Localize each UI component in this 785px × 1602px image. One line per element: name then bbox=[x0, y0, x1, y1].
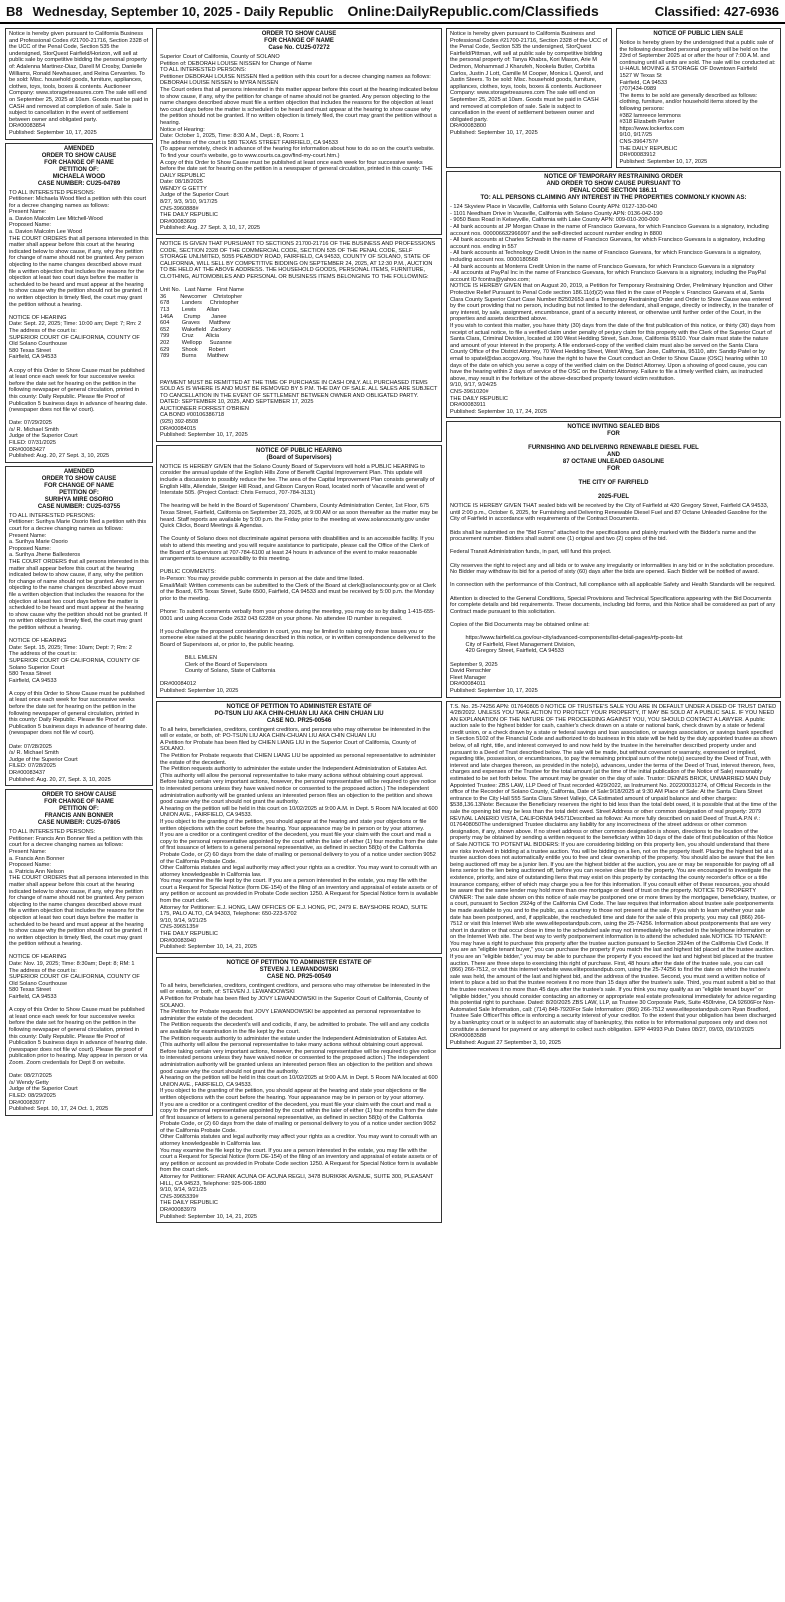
legal-notice bbox=[156, 28, 442, 235]
notice-title: NOTICE OF PUBLIC LIEN SALE bbox=[653, 31, 744, 37]
legal-notice bbox=[5, 789, 153, 1116]
column-1 bbox=[5, 28, 153, 1598]
top-notices-row bbox=[446, 28, 781, 171]
notice-title: ORDER TO SHOW CAUSE FOR CHANGE OF NAME PETITION OF: FRANCIS ANN BONNER CASE NUMBER: CU25-07805 bbox=[37, 792, 121, 827]
notice-body: T.S. No. 25-74256 APN: 017640805 0 NOTICE OF TRUSTEE'S SALE YOU ARE IN DEFAULT UNDER A DEED OF TRUST DATED 4/28/2022. UNLESS YOU TAKE ACTION TO PROTECT YOUR PROPERTY, IT MAY BE SOLD AT A PUBLIC SALE. IF YOU NEED AN EXPLANATION OF THE NATURE OF THE PROCEEDING AGAINST YOU, YOU SHOULD CONTACT A LAWYER. A public auction sale to the highest bidder for cash, cashier's check drawn on a state or national bank, check drawn by a state or federal credit union, or a check drawn by a state or federal savings and loan association, or savings association, or savings bank specified in Section 5102 of the Financial Code and authorized to do business in this state will be held by the duly appointed trustee as shown below, of all right, title, and interest conveyed to and now held by the trustee in the hereinafter described property under and pursuant to a Deed of Trust described below. The sale will be made, but without covenant or warranty, expressed or implied, regarding title, possession, or encumbrances, to pay the remaining principal sum of the note(s) secured by the Deed of Trust, with interest and late charges thereon, as provided in the note(s), advances, under the terms of the Deed of Trust, interest thereon, fees, charges and expenses of the Trustee for the total amount (at the time of the initial publication of the Notice of Sale) reasonably estimated to be set forth below. The amount may be greater on the day of sale. Trustor: DENNIS BRICK, UNMARRIED MAN Duly Appointed Trustee: ZBS LAW, LLP Deed of Trust recorded 4/29/2022, as Instrument No. 202200031274, of Official Records in the office of the Recorder of Solano County, California, Date of Sale:9/18/2025 at 9:30 AM Place of Sale: At the Santa Clara Street entrance to the City Hall 555 Santa Clara Street Vallejo, CA Estimated amount of unpaid balance and other charges: $538,136.13Note: Because the Beneficiary reserves the right to bid less than the total debt owed, it is possible that at the time of the sale the opening bid may be less than the total debt owed. Street Address or other common designation of real property: 2079 REVIVAL LANERIO VISTA, CALIFORNIA 94571Described as follows: As more fully described on said Deed of Trust.A.P.N #.: 0176408050The undersigned Trustee disclaims any liability for any incorrectness of the street address or other common designation, if any, shown above. If no street address or other common designation is shown, directions to the location of the property may be obtained by sending a written request to the beneficiary within 10 days of the date of first publication of this Notice of Sale.NOTICE TO POTENTIAL BIDDERS: If you are considering bidding on this property lien, you should understand that there are risks involved in bidding at a trustee auction. You will be bidding on a lien, not on the property itself. Placing the highest bid at a trustee auction does not automatically entitle you to free and clear ownership of the property. You should also be aware that the lien being auctioned off may be a junior lien. If you are the highest bidder at the auction, you are or may be responsible for paying off all liens senior to the lien being auctioned off, before you can receive clear title to the property. You are encouraged to investigate the existence, priority, and size of outstanding liens that may exist on this property by contacting the county recorder's office or a title insurance company, either of which may charge you a fee for this information. If you consult either of these resources, you should be aware that the same lender may hold more than one mortgage or deed of trust on the property. NOTICE TO PROPERTY OWNER: The sale date shown on this notice of sale may be postponed one or more times by the mortgagee, beneficiary, trustee, or a court, pursuant to Section 2924g of the California Civil Code. The law requires that information about trustee sale postponements be made available to you and to the public, as a courtesy to those not present at the sale. If you wish to learn whether your sale date has been postponed, and, if applicable, the rescheduled time and date for the sale of this property, you may call (866) 266-7512 or visit this Internet Web site www.elitepostandpub.com, using the 25-74256. Information about postponements that are very short in duration or that occur close in time to the scheduled sale may not immediately be reflected in the telephone information or on the Internet Web site. The best way to verify postponement information is to attend the scheduled sale.NOTICE TO TENANT: You may have a right to purchase this property after the trustee auction pursuant to Section 2924m of the California Civil Code. If you are an "eligible tenant buyer," you can purchase the property if you match the last and highest bid placed at the trustee auction. If you are an "eligible bidder," you may be able to purchase the property if you exceed the last and highest bid placed at the trustee auction. There are three steps to exercising this right of purchase. First, 48 hours after the date of the trustee sale, you can call (866) 266-7512, or visit this internet website www.elitepostandpub.com, using the 25-74256 to find the date on which the trustee's sale was held, the amount of the last and highest bid, and the address of the trustee. Second, you must send a written notice of intent to place a bid so that the trustee receives it no more than 15 days after the trustee's sale. Third, you must submit a bid so that the trustee receives it no more than 45 days after the trustee's sale. If you think you may qualify as an "eligible tenant buyer" or "eligible bidder," you should consider contacting an attorney or appropriate real estate professional immediately for advice regarding this potential right to purchase. Dated: 8/20/2025 ZBS LAW, LLP, as Trustee 30 Corporate Park, Suite 450Irvine, CA 92606For Non-Automated Sale Information, call: (714) 848-7920For Sale Information: (866) 266-7512 www.elitepostandpub.com Ryan Bradford, Trustee Sale OfficerThis office is enforcing a security interest of your creditor. To the extent that your obligation has been discharged by a bankruptcy court or is subject to an automatic stay of bankruptcy, this notice is for informational purposes only and does not constitute a demand for payment or any attempt to collect such obligation. EPP 44993 Pub Dates 08/27, 09/03, 09/10/2025 DR#00083588 Published: August 27 September 3, 10, 2025 bbox=[450, 703, 777, 1046]
legal-notice bbox=[156, 238, 442, 442]
notice-body: - 124 Skyview Place in Vacaville, California with Solano County APN: 0127-130-040 - 1101 Needham Drive in Vacaville, California with Solano County APN: 0136-042-190 - 9050 Bass Road in Kelseyville, California with Lake County APN: 009-010-200-000 - All bank accounts at JP Morgan Chase in the name of Francisco Guevara, for which Francisco Guevara is a signatory, including account nos. 000006632966997 and the self-directed account number ending in 8800 - All bank accounts at Charles Schwab in the name of Francisco Guevara, for which Francisco Guevara is a signatory, including account nos. ending in 557 - All bank accounts at Technology Credit Union in the name of Francisco Guevara, for which Francisco Guevara is a signatory, including account nos. 0000180568 - All bank accounts at Monterra Credit Union in the name of Francisco Guevara, for which Francisco Guevara is a signatory - All accounts at PayPal Inc in the name of Francisco Guevara, for which Francisco Guevara is a signatory, including the PayPal account ID fcontra@yahoo.com; NOTICE IS HEREBY GIVEN that on August 20, 2019, a Petition for Temporary Restraining Order, Preliminary Injunction and Other Protective Relief Pursuant to Penal Code section 186.11(d)(2) was filed in the case of People v. Francisco Guevara et al, Santa Clara County Superior Court Case Number B2502653 and a Temporary Restraining Order and Order to Show Cause was entered by the court providing that no person, including but not limited to the defendant, shall engage, directly or indirectly, in the transfer of any interest, by sale, assignment, encumbrance, grant of a security interest, or otherwise until further order of the Court, in the properties and assets described above. If you wish to contest this matter, you have thirty (30) days from the date of the first publication of this notice, or thirty (30) days from receipt of actual notice, to file a verified claim under penalty of perjury claim for this property with the Clerk of the Superior Court of Santa Clara, Criminal Division, located at 190 West Hedding Street, San Jose, California 95110. Your claim must state the nature and amount of your interest in the property. A file endorsed-copy of the verified claim must also be served on the Santa Clara County Office of the District Attorney, 70 West Hedding Street, West Wing, San Jose, California, 95110, attn: Sandip Patel or by email to spatel@dao.sccgov.org. You have the right to have the Court conduct an Order to Show Cause (OSC) hearing within 10 days of the date on which you serve a copy of the verified claim on the District Attorney. Upon a showing of good cause, you can have the hearing within 2 days of service of the OSC on the District Attorney. Failure to file a timely verified claim, as instructed above, may result in the forfeiture of the above-described property toward victim restitution. 9/10, 9/17, 9/24/25 CNS-3961020# THE DAILY REPUBLIC DR#00083911 Published: September 10, 17, 24, 2025 bbox=[450, 204, 776, 415]
edition-date: Wednesday, September 10, 2025 - Daily Republic bbox=[32, 3, 334, 19]
legal-notice bbox=[156, 701, 442, 954]
notice-body: TO ALL INTERESTED PERSONS: Petitioner: Surihya Marie Osorio filed a petition with this court for a decree changing names as follows: Present Name: a. Surihya Marie Osorio Proposed Name: a. Surihya Jhene Ballesteros THE COURT ORDERS that all persons interested in this matter shall appear before this court at the hearing indicated below to show cause, if any, why the petition for change of name should not be granted. Any person objecting to the name changes described above must file a written objection that includes the reasons for the objection at least two court days before the matter is scheduled to be heard and must appear at the hearing to show cause why the petition should not be granted. If no written objection is timely filed, the court may grant the petition without a hearing. NOTICE OF HEARING Date: Sept. 15, 2025; Time: 10am; Dept: 7; Rm: 2 The address of the court is: SUPERIOR COURT OF CALIFORNIA, COUNTY OF Solano Superior Court 580 Texas Street Fairfield, CA 94533 A copy of this Order to Show Cause must be published at least once each week for four successive weeks before the date set for hearing on the petition in the following newspaper of general circulation, printed in this county: Daily Republic. Please file Proof of Publication 5 business days in advance of hearing date. (newspaper does not file w/ court). Date: 07/28/2025 /s/ R. Michael Smith Judge of the Superior Court FILED: 07/28/2025 DR#00083437 Published: Aug. 20, 27, Sept. 3, 10, 2025 bbox=[9, 512, 149, 783]
notice-body: To all heirs, beneficiaries, creditors, contingent creditors, and persons who may otherwise be interested in the will or estate, or both, of: PO-TSUN LIU AKA CHIN-CHUAN LIU AKA CHIN CHUAN LIU A Petition for Probate has been filed by CHIEN LIANG LIU in the Superior Court of California, County of SOLANO. The Petition for Probate requests that CHIEN LIANG LIU be appointed as personal representative to administer the estate of the decedent. The Petition requests authority to administer the estate under the Independent Administration of Estates Act. (This authority will allow the personal representative to take many actions without obtaining court approval. Before taking certain very important actions, however, the personal representative will be required to give notice to interested persons unless they have waived notice or consented to the proposed action.) The independent administration authority will be granted unless an interested person files an objection to the petition and shows good cause why the court should not grant the authority. A hearing on the petition will be held in this court on 10/02/2025 at 9:00 A.M. in Dept. 5 Room N/A located at 600 UNION AVE., FAIRFIELD, CA 94533. If you object to the granting of the petition, you should appear at the hearing and state your objections or file written objections with the court before the hearing. Your appearance may be in person or by your attorney. If you are a creditor or a contingent creditor of the decedent, you must file your claim with the court and mail a copy to the personal representative appointed by the court within the later of either (1) four months from the date of first issuance of letters to a general personal representative, as defined in section 58(b) of the California Probate Code, or (2) 60 days from the date of mailing or personal delivery to you of a notice under section 9052 of the California Probate Code. Other California statutes and legal authority may affect your rights as a creditor. You may want to consult with an attorney knowledgeable in California law. You may examine the file kept by the court. If you are a person interested in the estate, you may file with the court a Request for Special Notice (form DE-154) of the filing of an inventory and appraisal of estate assets or of any petition or account as provided in Probate Code section 1250. A Request for Special Notice form is available from the court clerk. Attorney for Petitioner: E.J. HONG, LAW OFFICES OF E.J. HONG, PC, 2479 E. BAYSHORE ROAD, SUITE 175, PALO ALTO, CA 94303, Telephone: 650-223-5702 9/10, 9/14, 9/21/25 CNS-3965135# THE DAILY REPUBLIC DR#00083940 Published: September 10, 14, 21, 2025 bbox=[160, 726, 438, 951]
legal-notice bbox=[5, 28, 153, 140]
notice-body: NOTICE IS HEREBY GIVEN THAT sealed bids will be received by the City of Fairfield at 420 Gregory Street, Fairfield CA 94533, until 2:00 p.m., October 6, 2025, for Furnishing and Delivering Renewable Diesel Fuel and 87 Octane Unleaded Gasoline for the City of Fairfield in accordance with requirements of the Contract Documents. Bids shall be submitted on the "Bid Forms" attached to the specifications and plainly marked with the Bidder's name and the procurement number. Bidders shall submit one (1) original and two (2) copies of the bid. Federal Transit Administration funds, in part, will fund this project. City reserves the right to reject any and all bids or to waive any irregularity or informalities in any bid or in the solicitation procedure. No Bidder may withdraw its bid for a period of sixty (60) days after the bids are opened. Each Bidder will be notified of award. In connection with the performance of this Contract, full compliance with all applicable Safety and Health Standards will be required. Attention is directed to the General Conditions, Special Provisions and Technical Specifications appearing with the Bid Documents for complete details and bid requirements. These documents, including bid forms, and this Notice shall be considered as part of any Contract made pursuant to this solicitation. Copies of the Bid Documents may be obtained online at: https://www.fairfield.ca.gov/our-city/advanced-components/list-detail-pages/rfp-posts-list City of Fairfield, Fleet Management Division, 420 Gregory Street, Fairfield, CA 94533 September 9, 2025 David Renschler Fleet Manager DR#00084011 Published: September 10, 17, 2025 bbox=[450, 503, 776, 694]
notice-body: Notice is hereby given pursuant to California Business and Professional Codes #21700-21716, Section 2328 of the UCC of the Penal Code, Section 535 the undersigned, StorQuest Fairfield/Horizon, will sell at public sale by competitive bidding the personal property of: Adalenna Martinez-Diaz, Darell M Crosby, Danielle Williams, Ronald Newhauser, and Reina Cervantes. To be sold: Misc. household goods, furniture, appliances, clothes, toys, tools, boxes & contents. Auctioneer Company: www.storagetreasures.com The sale will end on September 25, 2025 at 10am. Goods must be paid in CASH and removed at completion of sale. Sale is subject to cancellation in the event of settlement between owner and obligated party. DR#00083854 Published: September 10, 17, 2025 bbox=[9, 31, 149, 136]
column-2 bbox=[156, 28, 442, 1598]
column-3 bbox=[446, 28, 781, 1598]
notice-title: NOTICE OF PETITION TO ADMINISTER ESTATE OF PO-TSUN LIU AKA CHIN-CHUAN LIU AKA CHIN CHUAN LIU CASE NO. PR25-00546 bbox=[214, 703, 384, 724]
legal-notice bbox=[446, 28, 612, 168]
legal-notice bbox=[446, 171, 781, 418]
page-number: B8 bbox=[6, 3, 23, 19]
notice-title: NOTICE OF PUBLIC HEARING (Board of Supervisors) bbox=[255, 447, 342, 461]
site-link[interactable]: Online:DailyRepublic.com/Classifieds bbox=[347, 3, 599, 19]
notice-body: Notice is hereby given pursuant to California Business and Professional Codes #21700-21716, Section 2328 of the UCC of the Penal Code, Section 535 the undersigned, StorQuest Fairfield/Pittman, will sell at public sale by competitive bidding the personal property of: Tanya Khabra, Kori Mason, Arie M Dedmon, Mohammad J Kharufeh, Nookela Butler, Corbitta Carlos, Justin J Lott, Camille M Cooper, Monica L Querol, and Justin Steers. To be sold: Misc. household goods, furniture, appliances, clothes, toys, tools, boxes & contents. Auctioneer Company: www.storagetreasures.com The sale will end on September 25, 2025 at 10am. Goods must be paid in CASH and removed at completion of sale. Sale is subject to cancellation in the event of settlement between owner and obligated party. DR#00083800 Published: September 10, 17, 2025 bbox=[450, 31, 608, 136]
notice-body: To all heirs, beneficiaries, creditors, contingent creditors, and persons who may otherwise be interested in the will or estate, or both, of: STEVEN J. LEWANDOWSKI A Petition for Probate has been filed by JOVY LEWANDOWSKI in the Superior Court of California, County of SOLANO. The Petition for Probate requests that JOVY LEWANDOWSKI be appointed as personal representative to administer the estate of the decedent. The Petition requests the decedent's will and codicils, if any, be admitted to probate. The will and any codicils are available for examination in the file kept by the court. The Petition requests authority to administer the estate under the Independent Administration of Estates Act. (This authority will allow the personal representative to take many actions without obtaining court approval. Before taking certain very important actions, however, the personal representative will be required to give notice to interested persons unless they have waived notice or consented to the proposed action.) The independent administration authority will be granted unless an interested person files an objection to the petition and shows good cause why the court should not grant the authority. A hearing on the petition will be held in this court on 10/02/2025 at 9:00 A.M. in Dept. 5 Room N/A located at 600 UNION AVE., FAIRFIELD, CA 94533. If you object to the granting of the petition, you should appear at the hearing and state your objections or file written objections with the court before the hearing. Your appearance may be in person or by your attorney. If you are a creditor or a contingent creditor of the decedent, you must file your claim with the court and mail a copy to the personal representative appointed by the court within the later of either (1) four months from the date of first issuance of letters to a general personal representative, as defined in section 58(b) of the California Probate Code, or (2) 60 days from the date of mailing or personal delivery to you of a notice under section 9052 of the California Probate Code. Other California statutes and legal authority may affect your rights as a creditor. You may want to consult with an attorney knowledgeable in California law. You may examine the file kept by the court. If you are a person interested in the estate, you may file with the court a Request for Special Notice (form DE-154) of the filing of an inventory and appraisal of estate assets or of any petition or account as provided in Probate Code section 1250. A Request for Special Notice form is available from the court clerk. Attorney for Petitioner: FRANK ACUNA OF ACUNA REGLI, 3478 BURIKRK AVENUE, SUITE 300, PLEASANT HILL, CA 94523, Telephone: 925-906-1880 9/10, 9/14, 9/21/25 CNS-3965339# THE DAILY REPUBLIC DR#00083979 Published: September 10, 14, 21, 2025 bbox=[160, 982, 438, 1220]
legal-notice bbox=[5, 143, 153, 463]
page-header bbox=[0, 0, 785, 24]
notice-body: Superior Court of California, County of SOLANO Petition of: DEBORAH LOUISE NISSEN for Change of Name TO ALL INTERESTED PERSONS: Petitioner DEBORAH LOUISE NISSEN filed a petition with this court for a decree changing names as follows: DEBORAH LOUISE NISSEN to MYRA NISSEN The Court orders that all persons interested in this matter appear before this court at the hearing indicated below to show cause, if any, why the petition for change of name should not be granted. Any person objecting to the name changes described above must file a written objection that includes the reasons for the objection at least two court days before the matter is scheduled to be heard and must appear at the hearing to show cause why the petition should not be granted. If no written objection is timely filed, the court may grant the petition without a hearing. Notice of Hearing: Date: October 1, 2025, Time: 8:30 A.M., Dept.: 8, Room: 1 The address of the court is 580 TEXAS STREET FAIRFIELD, CA 94533 (To appear remotely, check in advance of the hearing for information about how to do so on the court's website. To find your court's website, go to www.courts.ca.gov/find-my-court.htm.) A copy of this Order to Show Cause must be published at least once each week for four successive weeks before the date set for hearing on the petition in a newspaper of general circulation, printed in this county: THE DAILY REPUBLIC Date: 08/18/2025 WENDY G GETTY Judge of the Superior Court 8/27, 9/3, 9/10, 9/17/25 CNS-3960888# THE DAILY REPUBLIC DR#00083609 Published: Aug. 27 Sept. 3, 10, 17, 2025 bbox=[160, 54, 438, 232]
notice-body: Notice is hereby given by the undersigned that a public sale of the following described personal property will be held on the 23rd of September 2025 at or after the hour of 7:00 A.M. and continuing until all units are sold. The sale will be conducted at: U-HAUL MOVING & STORAGE OF Downtown Fairfield 1527 W Texas St Fairfield, CA 94533 (707)434-0989 The items to be sold are generally described as follows: clothing, furniture, and/or household items stored by the following persons: #382 lamreece lemmons #318 Elizabeth Parker https://www.lockerfox.com 9/10, 9/17/25 CNS-3964757# THE DAILY REPUBLIC DR#00083912 Published: September 10, 17, 2025 bbox=[619, 40, 776, 165]
notice-title: AMENDED ORDER TO SHOW CAUSE FOR CHANGE OF NAME PETITION OF: SURIHYA MIRE OSORIO CASE NUMBER: CU25-03755 bbox=[37, 468, 121, 510]
classified-phone: Classified: 427-6936 bbox=[654, 3, 779, 19]
legal-notice bbox=[616, 28, 782, 168]
notice-title: ORDER TO SHOW CAUSE FOR CHANGE OF NAME Case No. CU25-07272 bbox=[261, 31, 337, 51]
notice-title: NOTICE OF TEMPORARY RESTRAINING ORDER AND ORDER TO SHOW CAUSE PURSUANT TO PENAL CODE SECTION 186.11 TO: ALL PERSONS CLAIMING ANY INTEREST IN THE PROPERTIES COMMONLY KNOWN AS: bbox=[480, 174, 747, 202]
notice-title: NOTICE OF PETITION TO ADMINISTER ESTATE OF STEVEN J. LEWANDOWSKI CASE NO. PR25-00549 bbox=[226, 959, 372, 980]
notice-body: NOTICE IS GIVEN THAT PURSUANT TO SECTIONS 21700-21716 OF THE BUSINESS AND PROFESSIONS CODE, SECTION 2328 OF THE COMMERCIAL CODE, SECTION 535 OF THE PENAL CODE, SELF STORAGE UNLIMITED, 5055 PEABODY ROAD, FAIRFIELD, CA 94533, COUNTY OF SOLANO, STATE OF CALIFORNIA, WILL SELL BY COMPETITIVE BIDDING ON SEPTEMBER 24, 2025, AT 12:30 P.M., AUCTION TO BE HELD AT THE ABOVE ADDRESS. THE HOUSEHOLD GOODS, PERSONAL ITEMS, FURNITURE, CLOTHING, AUTOMOBILES AND PERSONAL OR BUSINESS ITEMS BELONGING TO THE FOLLOWING: Unit No. Last Name First Name 36 Newcomer Christopher 678 Landers Christopher 713 Lewis Allan 146A Crump Janee 604 Graves Matthew 652 Wakefield Zackery 799 Cruz Alicia 202 Wellopp Suzanne 629 Shook Robert 789 Burns Matthew PAYMENT MUST BE REMITTED AT THE TIME OF PURCHASE IN CASH ONLY. ALL PURCHASED ITEMS SOLD AS IS WHERE IS AND MUST BE REMOVED BY 5 P.M. THE DAY OF SALE. ALL SALES ARE SUBJECT TO CANCELLATION IN THE EVENT OF SETTLEMENT BETWEEN OWNER AND OBLIGATED PARTY. DATED: SEPTEMBER 10, 2025, AND SEPTEMBER 17, 2025 AUCTIONEER FORREST O'BRIEN CA BOND #00106386718 (925) 392-8508 DR#00084015 Published: September 10, 17, 2025 bbox=[160, 241, 438, 439]
notice-body: TO ALL INTERESTED PERSONS: Petitioner: Francis Ann Bonner filed a petition with this court for a decree changing names as follows: Present Name: a. Francis Ann Bonner Proposed Name: a. Patricia Ann Nelson THE COURT ORDERS that all persons interested in this matter shall appear before this court at the hearing indicated below to show cause, if any, why the petition for change of name should not be granted. Any person objecting to the name changes described above must file a written objection that includes the reasons for the objection at least two court days before the matter is scheduled to be heard and must appear at the hearing to show cause why the petition should not be granted. If no written objection is timely filed, the court may grant the petition without a hearing. NOTICE OF HEARING Date: Nov. 19, 2025; Time: 8:30am; Dept: 8; RM: 1 The address of the court is: SUPERIOR COURT OF CALIFORNIA, COUNTY OF Old Solano Courthouse 580 Texas Street Fairfield, CA 94533 A copy of this Order to Show Cause must be published at least once each week for four successive weeks before the date set for hearing on the petition in the following newspaper of general circulation, printed in this county: Daily Republic. Please file Proof of Publication 5 business days in advance of hearing date. (newspaper does not file w/ court). Please file proof of publication prior to hearing. May appear in person or via Zoom. Zoom credentials for Dept 8 on website. Date: 08/27/2025 /s/ Wendy Getty Judge of the Superior Court FILED: 08/29/2025 DR#00083977 Published: Sept. 10, 17, 24 Oct. 1, 2025 bbox=[9, 829, 149, 1113]
legal-notice bbox=[446, 421, 781, 697]
notice-body: NOTICE IS HEREBY GIVEN that the Solano County Board of Supervisors will hold a PUBLIC HEARING to consider the annual update of the English Hills Zone of Benefit Capital Improvement Plan. This update will include a discussion to possibly reduce the fee. The area of the Capital Improvement Plan consists generally of English Hills, Allendale, Steiger Hill Road, and Gibson Canyon Road, located north of Vacaville and west of Interstate 505. (Project Contact: Chris Ferrucci, 707-784-3131) The hearing will be held in the Board of Supervisors' Chambers, County Administration Center, 1st Floor, 675 Texas Street, Fairfield, California on September 23, 2025, at 9:00 AM or as soon thereafter as the matter may be heard. Staff reports are available by 5:00 p.m. the Friday prior to the meeting at www.solanocounty.gov under Quick Clicks, Board Meetings & Agendas. The County of Solano does not discriminate against persons with disabilities and is an accessible facility. If you wish to attend this meeting and you will require assistance to participate, please call the Office of the Clerk of the Board of Supervisors at 707-784-6100 at least 24 hours in advance of the event to make reasonable arrangements to ensure accessibility to this meeting. PUBLIC COMMENTS: In-Person: You may provide public comments in person at the date and time listed. Email/Mail: Written comments can be submitted to the Clerk of the Board at clerk@solanocounty.gov or at Clerk of the Board, 675 Texas Street, Suite 6500, Fairfield, CA 94533 and must be received by 5:00 p.m. the Monday prior to the meeting. Phone: To submit comments verbally from your phone during the meeting, you may do so by dialing 1-415-655-0001 and using Access Code 2632 043 6228# on your phone. No attendee ID number is required. If you challenge the proposed consideration in court, you may be limited to raising only those issues you or someone else raised at the public hearing described in this notice, or in written correspondence delivered to the Board of Supervisors at, or prior to, the public hearing. BILL EMLEN Clerk of the Board of Supervisors County of Solano, State of California DR#00084012 Published: September 10, 2025 bbox=[160, 463, 438, 695]
notice-body: TO ALL INTERESTED PERSONS: Petitioner: Michaela Wood filed a petition with this court for a decree changing names as follows: Present Name: a. Davion Malcolm Lee Mitchell-Wood Proposed Name: a. Davion Malcolm Lee Wood THE COURT ORDERS that all persons interested in this matter shall appear before this court at the hearing indicated below to show cause, if any, why the petition for change of name should not be granted. Any person objecting to the name changes described above must file a written objection that includes the reasons for the objection at least two court days before the matter is scheduled to be heard and must appear at the hearing to show cause why the petition should not be granted. If no written objection is timely filed, the court may grant the petition without a hearing. NOTICE OF HEARING Date: Sept. 22, 2025; Time: 10:00 am; Dept: 7; Rm: 2 The address of the court is: SUPERIOR COURT OF CALIFORNIA, COUNTY OF Old Solano Courthouse 580 Texas Street Fairfield, CA 94533 A copy of this Order to Show Cause must be published at least once each week for four successive weeks before the date set for hearing on the petition in the following newspaper of general circulation, printed in this county: Daily Republic. Please file Proof of Publication 5 business days in advance of hearing date. (newspaper does not file w/ court). Date: 07/29/2025 /s/ R. Michael Smith Judge of the Superior Court FILED: 07/31/2025 DR#00083427 Published: Aug. 20, 27 Sept. 3, 10, 2025 bbox=[9, 189, 149, 460]
legal-notice bbox=[156, 957, 442, 1223]
notice-title: AMENDED ORDER TO SHOW CAUSE FOR CHANGE OF NAME PETITION OF: MICHAELA WOOD CASE NUMBER: CU25-04789 bbox=[37, 145, 121, 187]
legal-notice bbox=[446, 701, 781, 1050]
notice-title: NOTICE INVITING SEALED BIDS FOR FURNISHING AND DELIVERING RENEWABLE DIESEL FUEL AND 87 OCTANE UNLEADED GASOLINE FOR THE CITY OF FAIRFIELD 2025-FUEL bbox=[528, 424, 699, 501]
legal-notice bbox=[5, 466, 153, 786]
legal-notice bbox=[156, 445, 442, 698]
